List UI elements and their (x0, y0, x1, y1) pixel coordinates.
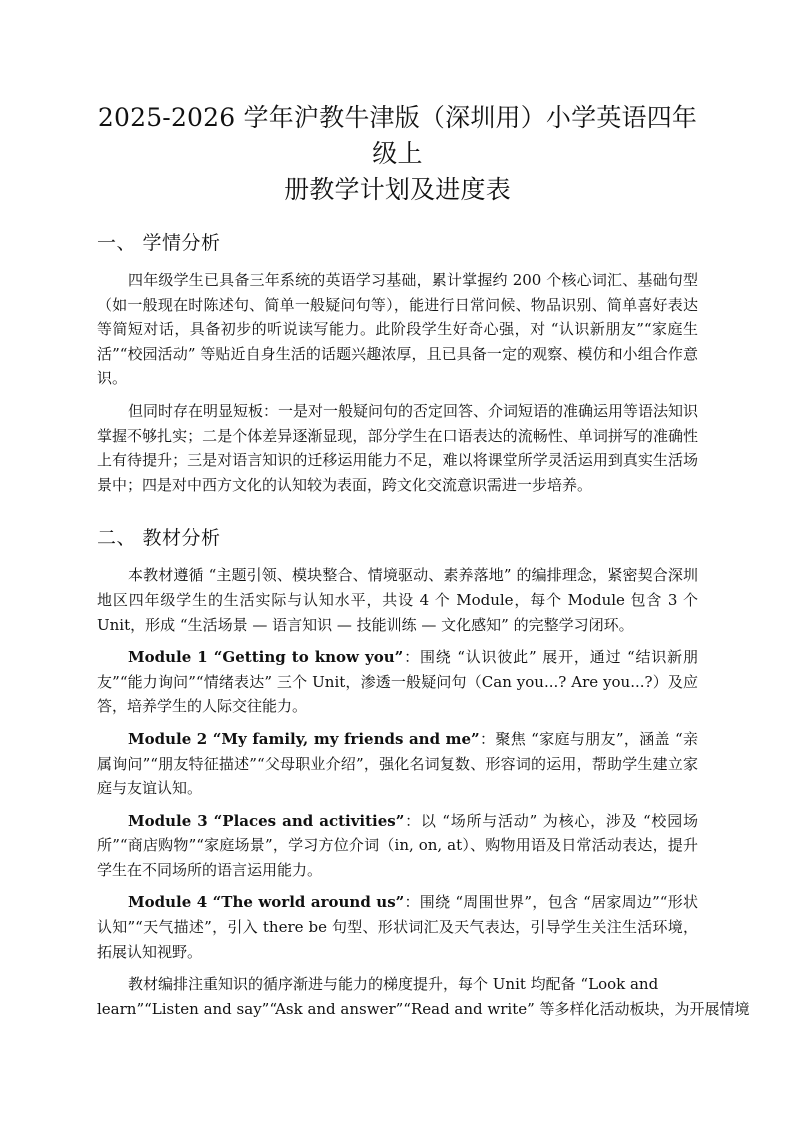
title-line-2: 册教学计划及进度表 (284, 175, 511, 204)
title-line-1: 2025-2026 学年沪教牛津版（深圳用）小学英语四年级上 (97, 103, 698, 168)
module-4-paragraph (97, 890, 698, 964)
module-2-name: Module 2 “My family, my friends and me” (128, 729, 480, 748)
closing-line-2: learn”“Listen and say”“Ask and answer”“Read and write” 等多样化活动板块，为开展情境 (97, 999, 750, 1018)
module-3-text: ：以 “场所与活动” 为核心，涉及 “校园场所”“商店购物”“家庭场景”，学习方位介词（in, on, at）、购物用语及日常活动表达，提升学生在不同场所的语言运用能力。 (97, 811, 698, 879)
paragraph-learner-strengths: 四年级学生已具备三年系统的英语学习基础，累计掌握约 200 个核心词汇、基础句型（如一般现在时陈述句、简单一般疑问句等），能进行日常问候、物品识别、简单喜好表达等简短对话，具备初步的听说读写能力。此阶段学生好奇心强，对 “认识新朋友”“家庭生活”“校园活动” 等贴近自身生活的话题兴趣浓厚，且已具备一定的观察、模仿和小组合作意识。 (97, 271, 698, 388)
section-heading-learner-analysis: 一、 学情分析 (97, 232, 221, 254)
paragraph-textbook-closing (97, 972, 750, 1021)
module-2-paragraph (97, 727, 698, 801)
document-title (91, 100, 704, 208)
module-3-name: Module 3 “Places and activities” (128, 811, 405, 830)
section-heading-textbook-analysis: 二、 教材分析 (97, 527, 221, 550)
module-1-name: Module 1 “Getting to know you” (128, 648, 404, 667)
module-3-paragraph (97, 809, 698, 883)
module-1-paragraph (97, 645, 698, 719)
module-2-text: ：聚焦 “家庭与朋友”，涵盖 “亲属询问”“朋友特征描述”“父母职业介绍”，强化名词复数、形容词的运用，帮助学生建立家庭与友谊认知。 (97, 729, 698, 798)
paragraph-textbook-intro: 本教材遵循 “主题引领、模块整合、情境驱动、素养落地” 的编排理念，紧密契合深圳地区四年级学生的生活实际与认知水平，共设 4 个 Module，每个 Module 包含 3 个 Unit，形成 “生活场景 — 语言知识 — 技能训练 — 文化感知” 的完整学习闭环。 (97, 566, 698, 634)
module-1-text: ：围绕 “认识彼此” 展开，通过 “结识新朋友”“能力询问”“情绪表达” 三个 Unit，渗透一般疑问句（Can you...? Are you...?）及应答，培养学生的人际交往能力。 (97, 648, 698, 716)
closing-line-1: 教材编排注重知识的循序渐进与能力的梯度提升，每个 Unit 均配备 “Look and (128, 975, 659, 994)
paragraph-learner-weaknesses: 但同时存在明显短板：一是对一般疑问句的否定回答、介词短语的准确运用等语法知识掌握不够扎实；二是个体差异逐渐显现，部分学生在口语表达的流畅性、单词拼写的准确性上有待提升；三是对语言知识的迁移运用能力不足，难以将课堂所学灵活运用到真实生活场景中；四是对中西方文化的认知较为表面，跨文化交流意识需进一步培养。 (97, 401, 699, 494)
module-4-text: ：围绕 “周围世界”，包含 “居家周边”“形状认知”“天气描述”，引入 there be 句型、形状词汇及天气表达，引导学生关注生活环境，拓展认知视野。 (97, 893, 698, 961)
module-4-name: Module 4 “The world around us” (128, 893, 405, 912)
